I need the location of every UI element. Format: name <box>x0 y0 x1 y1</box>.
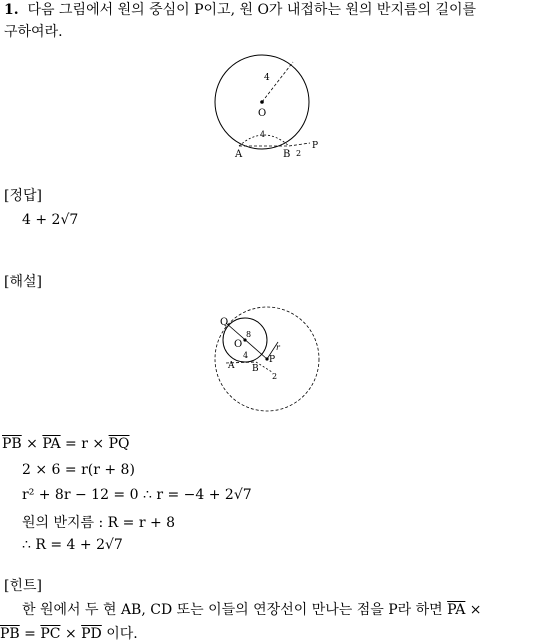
hint-text: 한 원에서 두 현 AB, CD 또는 이들의 연장선이 만나는 점을 P라 하면 <box>22 602 448 618</box>
center-o-label: O <box>234 339 243 350</box>
hint-pc: $\overline{PC}$ <box>40 626 61 642</box>
hint-times-1: × <box>465 602 482 618</box>
segment-bp <box>289 143 310 146</box>
answer-header: [정답] <box>4 188 42 204</box>
equation-5: ∴ R = 4 + 2√7 <box>22 537 123 553</box>
chord-label: 4 <box>260 130 266 139</box>
equation-2: 2 × 6 = r(r + 8) <box>22 462 135 478</box>
point-q-label: Q <box>220 317 229 328</box>
center-label: O <box>258 108 267 119</box>
answer-value: 4 + 2√7 <box>22 212 79 228</box>
hint-line-2 <box>0 624 138 644</box>
problem-text-2: 구하여라. <box>4 24 63 40</box>
equation-3: r² + 8r − 12 = 0 ∴ r = −4 + 2√7 <box>22 487 252 503</box>
hint-line-1 <box>22 600 482 620</box>
hint-pa: $\overline{PA}$ <box>447 602 466 618</box>
label-r: r <box>276 343 280 352</box>
label-2: 2 <box>272 372 278 381</box>
hint-times-2: × <box>60 626 82 642</box>
eq1-pa: $\overline{PA}$ <box>42 436 61 452</box>
point-a-label-2: A <box>228 361 235 371</box>
label-8: 8 <box>246 330 252 339</box>
segment-bp-label: 2 <box>296 149 302 158</box>
hint-pd: $\overline{PD}$ <box>81 626 102 642</box>
radius-label: 4 <box>264 73 270 83</box>
label-4: 4 <box>243 351 249 360</box>
point-p-label: P <box>312 141 319 151</box>
hint-eq: = <box>19 626 41 642</box>
point-a-label: A <box>235 149 243 160</box>
explanation-header: [해설] <box>4 274 42 290</box>
problem-line-1 <box>4 0 476 20</box>
eq1-pb: $\overline{PB}$ <box>2 436 22 452</box>
equation-1 <box>2 436 129 452</box>
figure-2-diagram <box>214 304 324 416</box>
problem-text-1: 다음 그림에서 원의 중심이 P이고, 원 O가 내접하는 원의 반지름의 길이를 <box>27 2 477 18</box>
point-p-label-2: P <box>269 355 276 365</box>
hint-header: [힌트] <box>4 578 42 594</box>
eq1-pq: $\overline{PQ}$ <box>108 436 130 452</box>
eq1-times: × <box>21 436 43 452</box>
point-b-label-2: B <box>252 364 259 374</box>
figure-1-diagram <box>205 52 330 164</box>
eq1-mid: = r × <box>60 436 109 452</box>
hint-pb: $\overline{PB}$ <box>0 626 20 642</box>
hint-end: 이다. <box>101 626 138 642</box>
equation-4: 원의 반지름 : R = r + 8 <box>22 515 176 531</box>
point-b-label: B <box>283 149 291 160</box>
problem-number: 1. <box>4 2 19 18</box>
